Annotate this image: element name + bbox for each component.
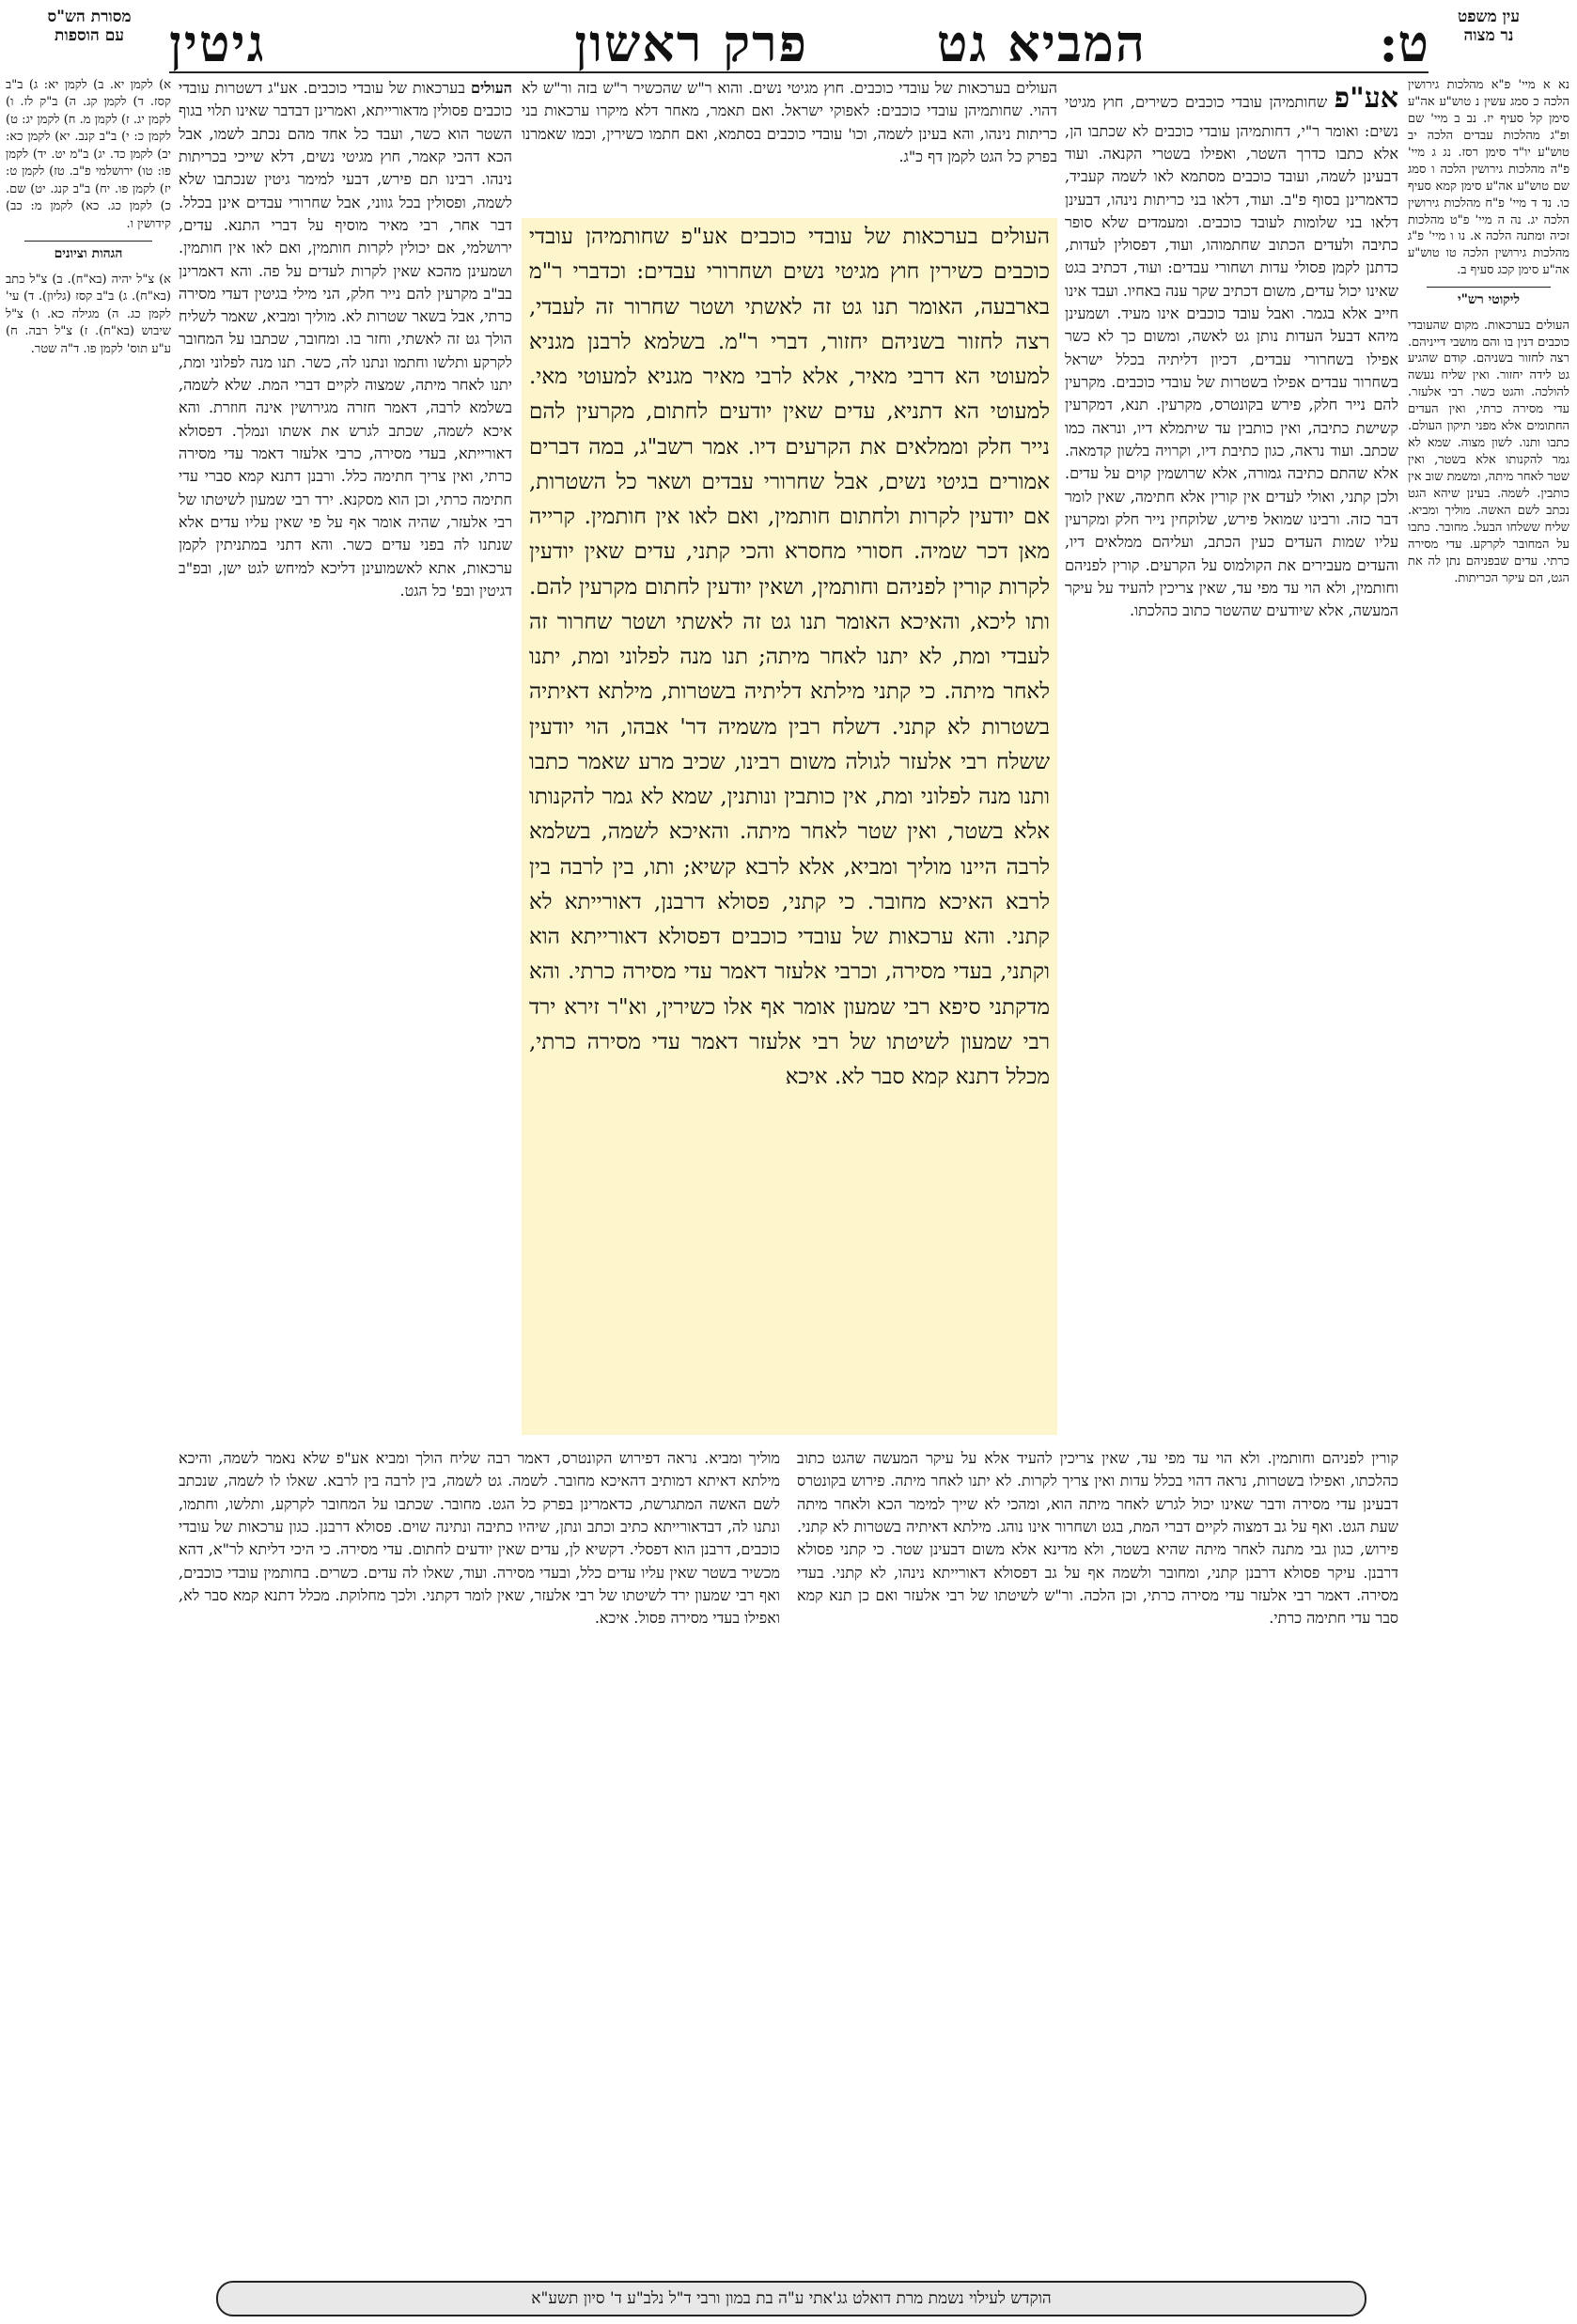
daf-number: ט: bbox=[1379, 13, 1429, 73]
dedication-footer: הוקדש לעילוי נשמת מרת דואלט גג'אתי ע"ה בת במון ורבי ד"ל נלב"ע ד' סיון תשע"א bbox=[216, 2281, 1366, 2316]
rashi-text: שחותמיהן עובדי כוכבים כשירים, חוץ מגיטי נשים: ואומר ר"י, דחותמיהן עובדי כוכבים לא שכתבו הן, אלא כתבו כדרך השטר, ואפילו בשטרי הקנאה. ועוד דבעינן לשמה, ועובד כוכבים מסתמא לאו לשמה קעביד, כדאמרינן בסוף פ"ב. ועוד, דלאו בני כריתות נינהו, דבעינן דלאו בני שלומות לעובד כוכבים. ומעמדים שלא סופר כתיבה ולעדים הכתוב שחתמוהו, ועוד, דפסולין לעדות, כדתנן לקמן פסולי עדות ושחורי עבדים: ועוד, דכתיב בגט שאינו יכול עדים, משום דכתיב שקר ענה באחיו. ועבד אינו חייב אלא בגמר. ואבל עובד כוכבים אינו מעיד. ושמעינן מיהא דבעל העדות נותן גט לאשה, ומשום כך לא כשר אפילו בשחרורי עבדים, דכיון דליתיה בכלל ישראל בשחרור עבדים אפילו בשטרות של עובדי כוכבים. מקרעין להם נייר חלק, פירש בקונטרס, מקרעין. תנא, דמקרעין קשישת כתיבה, ואין כותבין עד שיתמלא דיו, ונראה כמו שכתב. ועוד נראה, כגון כתיבת דיו, וקרויה בלשון קדמאה. אלא שהתם כתיבה גמורה, אלא שרושמין קוים על עדים. ולכן קתני, ואולי לעדים אין קורין אלא חתימה, שאין לומר דבר כזה. ורבינו שמואל פירש, שלוקחין נייר חלק ומקרעין עליו שמות העדים כעין הכתב, ועליהם ממלאים דיו, והעדים מעבירים את הקולמוס על הקרעים. קורין לפניהם וחותמין, ולא הוי עד מפי עד, שאין צריכין להעיד על עיקר המעשה, אלא שיודעים שהשטר כתוב כהלכתו. bbox=[1065, 93, 1398, 620]
likutei-rashi-title: ליקוטי רש"י bbox=[1408, 287, 1569, 309]
ein-mishpat-text: נא א מיי' פ"א מהלכות גירושין הלכה כ סמג עשין נ טוש"ע אה"ע סימן קל סעיף יז. נב ב מיי' שם ופ"ג מהלכות עבדים הלכה יב טוש"ע יו"ד סימן רסז. נג ג מיי' פ"ה מהלכות גירושין הלכה ו סמג שם טוש"ע אה"ע סימן קמא סעיף כו. נד ד מיי' פ"ח מהלכות גירושין הלכה יג. נה ה מיי' פ"ט מהלכות זכיה ומתנה הלכה א. נו ו מיי' פ"ג מהלכות גירושין הלכה טו טוש"ע אה"ע סימן קכג סעיף ב. bbox=[1408, 78, 1569, 278]
lower-tosafot-column: מוליך ומביא. נראה דפירוש הקונטרס, דאמר רבה שליח הולך ומביא אע"פ שלא נאמר לשמה, והיכא מילתא דאיתא דמותיב דהאיכא מחובר. לשמה. גט לשמה, בין לרבה בין לרבא. שאלו לו לשמה, שנכתב לשם האשה המתגרשת, כדאמרינן בפרק כל הגט. מחובר. שכתבו על המחובר לקרקע, ותלשו, וחתמו, ונתנו לה, דבדאורייתא כתיב וכתב ונתן, שיהיו כתיבה ונתינה שוים. פסולא דרבנן. כגון ערכאות של עובדי כוכבים, דרבנן הוא דפסלי. דקשיא לן, עדים שאין יודעים לחתום. עדי מסירה. כי היכי דליתא לר"א, דהא מכשיר בשטר שאין עליו עדים כלל, ובעדי מסירה. ועוד, שאלו לה עדים. כשרים. בחותמין עובדי כוכבים, ואף רבי שמעון ירד לשיטתו של רבי אלעזר, שאין לומר דקתני. ולכך מחלוקת. מכלל דתנא קמא סבר לא, ואפילו בעדי מסירה פסול. איכא. bbox=[179, 1449, 780, 1628]
tosafot-opening-word: העולים bbox=[470, 79, 512, 97]
header-rule bbox=[169, 71, 1429, 73]
tosafot-text: בערכאות של עובדי כוכבים. אע"ג דשטרות עובדי כוכבים פסולין מדאורייתא, ואמרינן דבדבר שאינו תלוי בגוף השטר הוא כשר, ועבד כל אחד מהם נכתב לשמו, אבל הכא דהכי קאמר, חוץ מגיטי נשים, דלא שייכי בכריתות נינהו. רבינו תם פירש, דבעי למימר גיטין שנכתבו שלא לשמה, ופסולין בכל גווני, אבל שחרורי עבדים אינן בכלל. דבר אחר, רבי מאיר מוסיף על דברי התנא. עדים, ירושלמי, אם יכולין לקרות חותמין, ואם לאו אין חותמין. ושמעינן מהכא שאין לקרות לעדים על פה. והא דאמרינן בב"ב מקרעין להם נייר חלק, הני מילי בגיטין דעדי מסירה כרתי, אבל בשאר שטרות לא. מוליך ומביא, שאמר לשליח הולך גט זה לאשתי, וחזר בו. ומחובר, שכתבו על המחובר לקרקע ותלשו וחתמו ונתנו לה, כשר. תנו מנה לפלוני ומת, יתנו לאחר מיתה, שמצוה לקיים דברי המת. שלא לשמה, בשלמא לרבה, דאמר חזרה מגירושין אינה חוזרת. והא איכא לשמה, שכתב לגרש את אשתו ונמלך. דפסולא דאורייתא, בעדי מסירה, כרבי אלעזר דאמר עדי מסירה כרתי, ואין צריך חתימה כלל. ורבנן דתנא קמא סברי עדי חתימה כרתי, וכן הוא מסקנא. ירד רבי שמעון לשיטתו של רבי אלעזר, שהיה אומר אף על פי שאין עליו עדים אלא שנתנו לה בפני עדים כשר. והא דתני במתניתין לקמן ערכאות, אתא לאשמועינן דליכא למיחש לגט ישן, ובפ"ב דגיטין ובפ' כל הגט. bbox=[179, 79, 512, 600]
perek-name: המביא גט bbox=[936, 13, 1147, 73]
page-header bbox=[169, 13, 1429, 71]
hagahot-title: הגהות וציונים bbox=[6, 241, 171, 264]
masoret-text: א) לקמן יא. ב) לקמן יא: ג) ב"ב קסז. ד) לקמן קג. ה) ב"ק לז. ו) לקמן יג. ז) לקמן מ. ח) לקמן יג: ט) לקמן כ: י) ב"ב קנב. יא) לקמן כא: יב) לקמן כד. יג) ב"מ יט. יד) לקמן פו: טו) ירושלמי פ"ב. טז) לקמן ט: יז) לקמן פו. יח) ב"ב קנג. יט) שם. כ) לקמן כג. כא) לקמן מ: כב) קידושין ו. bbox=[6, 78, 171, 231]
gemara-top-commentary: העולים בערכאות של עובדי כוכבים. חוץ מגיטי נשים. והוא ר"ש שהכשיר ר"ש בזה ור"ש לא דהוי. שחותמיהן עובדי כוכבים: לאפוקי ישראל. ואם תאמר, מאחר דלא מיקרו ערכאות בני כריתות נינהו, והא בעינן לשמה, וכו' עובדי כוכבים בסתמא, ואם חתמו כשירין, וכמו שאמרנו בפרק כל הגט לקמן דף כ"ג. bbox=[522, 77, 1057, 218]
lower-rashi-column: קורין לפניהם וחותמין. ולא הוי עד מפי עד, שאין צריכין להעיד אלא על עיקר המעשה שהגט כתוב כהלכתו, ואפילו בשטרות, נראה דהוי בכלל עדות ואין צריך לקרות. לא יתנו לאחר מיתה. פירוש בקונטרס דבעינן עדי מסירה ודבר שאינו יכול לגרש לאחר מיתה הוא, ומהכי לא שייך למימר הכא ולאחר מיתה שעת הגט. ואף על גב דמצוה לקיים דברי המת, בגט ושחרור אינו נוהג. מילתא דאיתיה בשטרות לא קתני. פירוש, כגון גבי מתנה לאחר מיתה שהיא בשטר, ולא מדינא אלא משום דבעינן שטר. כי קתני פסולא דרבנן. עיקר פסולא דרבנן קתני, ומחובר ולשמה אף על גב דפסולא דאורייתא נינהו, לא קתני. בעדי מסירה. דאמר רבי אלעזר עדי מסירה כרתי, וכן הלכה. ור"ש לשיטתו של רבי אלעזר ואם כן תנא קמא סבר עדי חתימה כרתי. bbox=[797, 1449, 1398, 1628]
ein-mishpat-column bbox=[1408, 77, 1569, 2285]
hagahot-text: א) צ"ל יהיה (בא"ח). ב) צ"ל כתב (בא"ח). ג) ב"ב קסז (גליון). ד) עי' לקמן כג. ה) מגילה כא. ו) צ"ל שיבוש (בא"ח). ז) צ"ל רבה. ח) ע"ע תוס' לקמן פו. ד"ה שטר. bbox=[6, 272, 171, 356]
rashi-column bbox=[1065, 77, 1398, 1430]
perek-number: פרק ראשון bbox=[574, 13, 808, 73]
rashi-opening-word: אע"פ bbox=[1334, 82, 1398, 115]
masechet-name: גיטין bbox=[169, 13, 266, 73]
tosafot-column bbox=[179, 77, 512, 1430]
masoret-title: מסורת הש"ס עם הוספות bbox=[47, 8, 132, 46]
likutei-rashi-text: העולים בערכאות. מקום שהעובדי כוכבים דנין בו והם מושבי דייניהם. רצה לחזור בשניהם. קודם שהגיע גט לידה יחזור. ואין שליח נעשה להולכה. והגט כשר. רבי אלעזר. עדי מסירה כרתי, ואין העדים החתומים אלא מפני תיקון העולם. כתבו ותנו. לשון מצוה. שמא לא גמר להקנותו אלא בשטר, ואין שטר לאחר מיתה, ומשמת שוב אין כותבין. לשמה. בעינן שיהא הגט נכתב לשם האשה. מוליך ומביא. שליח ששלחו הבעל. מחובר. כתבו על המחובר לקרקע. עדי מסירה כרתי. עדים שבפניהם נתן לה את הגט, הם עיקר הכריתות. bbox=[1408, 318, 1569, 585]
gemara-text: העולים בערכאות של עובדי כוכבים אע"פ שחותמיהן עובדי כוכבים כשירין חוץ מגיטי נשים ושחרורי עבדים: וכדברי ר"מ בארבעה, האומר תנו גט זה לאשתי ושטר שחרור זה לעבדי, רצה לחזור בשניהם יחזור, דברי ר"מ. בשלמא לרבנן מגניא למעוטי הא דרבי מאיר, אלא לרבי מאיר מגניא למעוטי מאי. למעוטי הא דתניא, עדים שאין יודעים לחתום, מקרעין להם נייר חלק וממלאים את הקרעים דיו. אמר רשב"ג, במה דברים אמורים בגיטי נשים, אבל שחרורי עבדים ושאר כל השטרות, אם יודעין לקרות ולחתום חותמין, ואם לאו אין חותמין. קרייה מאן דכר שמיה. חסורי מחסרא והכי קתני, עדים שאין יודעין לקרות קורין לפניהם וחותמין, ושאין יודעין לחתום מקרעין להם. ותו ליכא, והאיכא האומר תנו גט זה לאשתי ושטר שחרור זה לעבדי ומת, לא יתנו לאחר מיתה; תנו מנה לפלוני ומת, יתנו לאחר מיתה. כי קתני מילתא דליתיה בשטרות, מילתא דאיתיה בשטרות לא קתני. דשלח רבין משמיה דר' אבהו, הוי יודעין ששלח רבי אלעזר לגולה משום רבינו, שכיב מרע שאמר כתבו ותנו מנה לפלוני ומת, אין כותבין ונותנין, שמא לא גמר להקנותו אלא בשטר, ואין שטר לאחר מיתה. והאיכא לשמה, בשלמא לרבה היינו מוליך ומביא, אלא לרבא קשיא; ותו, בין לרבה בין לרבא האיכא מחובר. כי קתני, פסולא דרבנן, דאורייתא לא קתני. והא ערכאות של עובדי כוכבים דפסולא דאורייתא הוא וקתני, בעדי מסירה, וכרבי אלעזר דאמר עדי מסירה כרתי. והא מדקתני סיפא רבי שמעון אומר אף אלו כשירין, וא"ר זירא ירד רבי שמעון לשיטתו של רבי אלעזר דאמר עדי מסירה כרתי, מכלל דתנא קמא סבר לא. איכא bbox=[529, 225, 1050, 1089]
gemara-column bbox=[522, 218, 1057, 1435]
ein-mishpat-title: עין משפט נר מצוה bbox=[1458, 8, 1520, 46]
masoret-column bbox=[6, 77, 171, 2285]
